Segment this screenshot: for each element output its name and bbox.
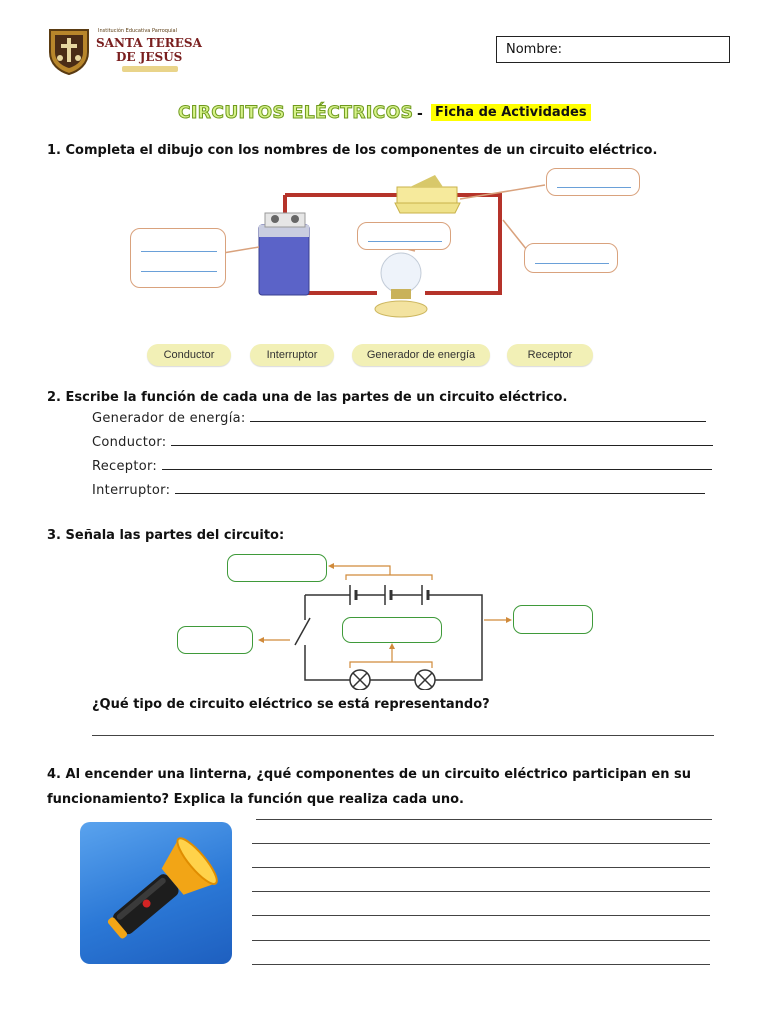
school-crest-icon bbox=[46, 26, 92, 76]
school-name-line1: SANTA TERESA bbox=[96, 36, 202, 50]
name-label: Nombre: bbox=[506, 42, 563, 57]
school-small-text: Institución Educativa Parroquial bbox=[98, 28, 177, 34]
answer-line-q4-1[interactable] bbox=[256, 819, 712, 820]
answer-line-q4-7[interactable] bbox=[252, 964, 710, 965]
schematic-box-conductor[interactable] bbox=[513, 605, 593, 634]
name-field[interactable] bbox=[496, 36, 730, 63]
schematic-box-receptor[interactable] bbox=[342, 617, 442, 643]
answer-line-q4-3[interactable] bbox=[252, 867, 710, 868]
school-logo bbox=[46, 26, 202, 78]
schematic-box-generator[interactable] bbox=[227, 554, 327, 582]
answer-line-q4-4[interactable] bbox=[252, 891, 710, 892]
title-dash: - bbox=[417, 106, 423, 122]
answer-line-conductor[interactable] bbox=[92, 433, 713, 450]
answer-line-q4-6[interactable] bbox=[252, 940, 710, 941]
answer-label-receptor: Receptor: bbox=[92, 459, 158, 474]
answer-label-conductor: Conductor: bbox=[92, 435, 167, 450]
schematic-box-switch[interactable] bbox=[177, 626, 253, 654]
question-4-line1: 4. Al encender una linterna, ¿qué componentes de un circuito eléctrico participan en su bbox=[47, 767, 692, 782]
question-4-line2: funcionamiento? Explica la función que realiza cada uno. bbox=[47, 792, 464, 807]
chip-receptor: Receptor bbox=[507, 344, 593, 366]
answer-label-interruptor: Interruptor: bbox=[92, 483, 171, 498]
question-2: 2. Escribe la función de cada una de las partes de un circuito eléctrico. bbox=[47, 390, 568, 405]
answer-line-receptor[interactable] bbox=[92, 457, 712, 474]
battery-icon bbox=[259, 213, 309, 295]
answer-line-q4-5[interactable] bbox=[252, 915, 710, 916]
question-1: 1. Completa el dibujo con los nombres de los componentes de un circuito eléctrico. bbox=[47, 143, 658, 158]
chip-interruptor: Interruptor bbox=[250, 344, 334, 366]
worksheet-title: CIRCUITOS ELÉCTRICOS bbox=[178, 103, 414, 123]
question-3-circuit-type: ¿Qué tipo de circuito eléctrico se está representando? bbox=[92, 697, 490, 712]
chip-conductor: Conductor bbox=[147, 344, 231, 366]
worksheet-subtitle: Ficha de Actividades bbox=[431, 104, 591, 121]
answer-line-generador[interactable] bbox=[92, 409, 706, 426]
flashlight-image bbox=[80, 822, 232, 964]
answer-line-circuit-type[interactable] bbox=[92, 735, 714, 736]
label-box-bulb[interactable] bbox=[357, 222, 451, 250]
school-name-line2: DE JESÚS bbox=[116, 50, 183, 64]
answer-line-q4-2[interactable] bbox=[252, 843, 710, 844]
school-ribbon bbox=[122, 66, 178, 72]
label-box-switch[interactable] bbox=[546, 168, 640, 196]
switch-icon bbox=[395, 175, 460, 213]
question-3: 3. Señala las partes del circuito: bbox=[47, 528, 285, 543]
label-box-battery[interactable] bbox=[130, 228, 226, 288]
flashlight-icon bbox=[80, 822, 232, 964]
answer-label-generador: Generador de energía: bbox=[92, 411, 246, 426]
chip-generador: Generador de energía bbox=[352, 344, 490, 366]
light-bulb-icon bbox=[375, 253, 427, 317]
answer-line-interruptor[interactable] bbox=[92, 481, 705, 498]
label-box-wire[interactable] bbox=[524, 243, 618, 273]
